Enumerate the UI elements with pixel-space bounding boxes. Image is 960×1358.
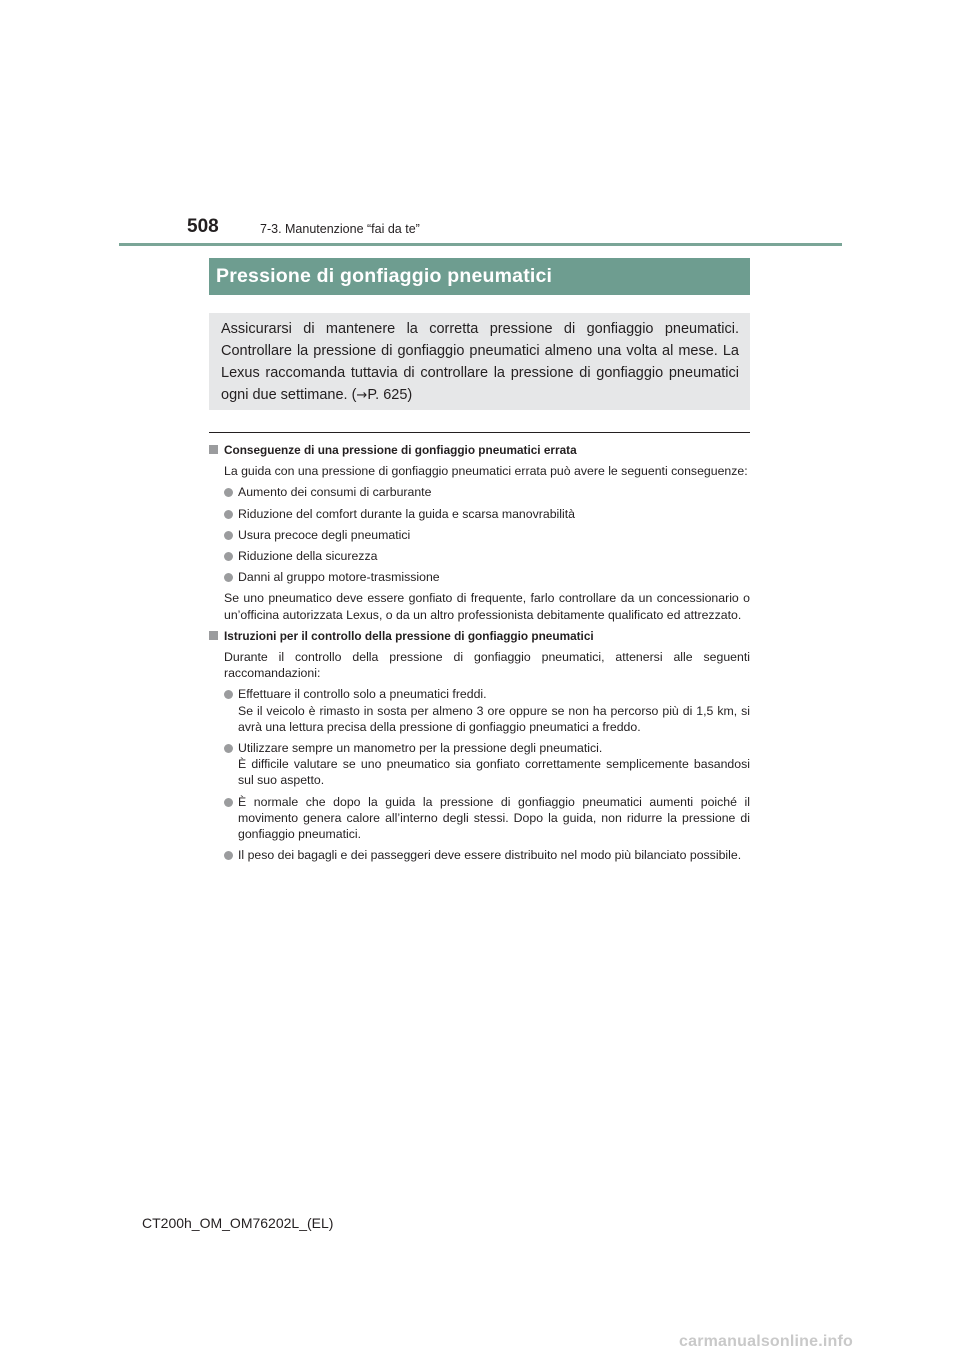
subheading-consequences: [209, 442, 750, 458]
list-item: [209, 527, 750, 543]
page-number: 508: [187, 216, 219, 237]
list-item-body: [238, 686, 750, 735]
bullet-dot-icon: [224, 744, 233, 753]
section-title: Pressione di gonfiaggio pneumatici: [209, 258, 750, 295]
list-item-text: È normale che dopo la guida la pressione di gonfiaggio pneumatici aumenti poiché il movimento genera calore all’interno degli stessi. Dopo la guida, non ridurre la pressione di gonfiaggio pneumatici.: [238, 794, 750, 842]
header-divider: [119, 243, 842, 246]
list-item-text: Il peso dei bagagli e dei passeggeri deve essere distribuito nel modo più bilanciato possibile.: [238, 848, 742, 863]
list-item-note: Se il veicolo è rimasto in sosta per almeno 3 ore oppure se non ha percorso più di 1,5 km, si avrà una lettura precisa della pressione di gonfiaggio pneumatici a freddo.: [238, 703, 750, 734]
bullet-dot-icon: [224, 573, 233, 582]
paragraph: Se uno pneumatico deve essere gonfiato di frequente, farlo controllare da un concessionario o un’officina autorizzata Lexus, o da un altro professionista debitamente qualificato ed attrezzato.: [224, 591, 750, 622]
list-item-text: Danni al gruppo motore-trasmissione: [238, 570, 440, 585]
list-item: [209, 484, 750, 500]
list-item-text: Utilizzare sempre un manometro per la pressione degli pneumatici.: [238, 741, 603, 756]
bullet-dot-icon: [224, 552, 233, 561]
list-item: [209, 569, 750, 585]
subheading-text: Conseguenze di una pressione di gonfiaggio pneumatici errata: [224, 443, 577, 457]
bullet-dot-icon: [224, 690, 233, 699]
arrow-right-icon: →: [356, 388, 368, 403]
content-divider: [209, 432, 750, 433]
document-code: CT200h_OM_OM76202L_(EL): [142, 1215, 334, 1231]
page-link[interactable]: P. 625): [367, 387, 413, 403]
list-item-text: Riduzione del comfort durante la guida e scarsa manovrabilità: [238, 506, 575, 521]
intro-text: Assicurarsi di mantenere la corretta pressione di gonfiaggio pneumatici. Controllare la pressione di gonfiaggio pneumatici almeno una volta al mese. La Lexus raccomanda tuttavia di controllare la pressione di gonfiaggio pneumatici ogni due settimane. (: [221, 321, 739, 403]
paragraph: La guida con una pressione di gonfiaggio pneumatici errata può avere le seguenti conseguenze:: [224, 464, 748, 479]
list-item: [209, 548, 750, 564]
list-item: [209, 740, 750, 789]
list-item: [209, 794, 750, 843]
list-item: [209, 847, 750, 863]
list-item-text: Usura precoce degli pneumatici: [238, 527, 411, 542]
watermark-text: carmanualsonline.info: [679, 1333, 854, 1350]
list-item-text: Effettuare il controllo solo a pneumatici freddi.: [238, 687, 487, 702]
subheading-instructions: [209, 628, 750, 644]
content-body: [209, 442, 750, 868]
square-bullet-icon: [209, 445, 218, 454]
bullet-dot-icon: [224, 851, 233, 860]
page-header: [0, 0, 960, 250]
square-bullet-icon: [209, 631, 218, 640]
list-item-note: È difficile valutare se uno pneumatico sia gonfiato correttamente semplicemente basandosi sul suo aspetto.: [238, 757, 750, 788]
list-item-body: [238, 740, 750, 789]
paragraph: Durante il controllo della pressione di gonfiaggio pneumatici, attenersi alle seguenti raccomandazioni:: [224, 650, 750, 681]
intro-box: [209, 313, 750, 410]
bullet-dot-icon: [224, 531, 233, 540]
list-item: [209, 686, 750, 735]
list-item: [209, 506, 750, 522]
list-item-text: Riduzione della sicurezza: [238, 549, 378, 564]
section-reference: 7-3. Manutenzione “fai da te”: [260, 222, 420, 236]
bullet-dot-icon: [224, 510, 233, 519]
subheading-text: Istruzioni per il controllo della pressione di gonfiaggio pneumatici: [224, 628, 594, 643]
bullet-dot-icon: [224, 488, 233, 497]
list-item-text: Aumento dei consumi di carburante: [238, 485, 432, 500]
bullet-dot-icon: [224, 798, 233, 807]
